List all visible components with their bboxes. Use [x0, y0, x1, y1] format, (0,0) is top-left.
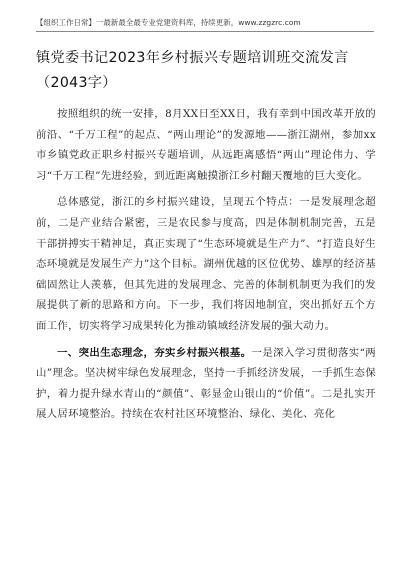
- header-banner: 【组织工作日常】一最新最全最专业党建资料库，持续更新，www.zzgzrc.com: [36, 18, 301, 27]
- paragraph-text: 一是深入学习贯彻落实“两山”理念。坚决树牢绿色发展理念，坚持一手抓经济发展，一手抓生态保护，着力提升绿水青山的“颜值”、彰显金山银山的“价值”。二是扎实开展人居环境整治。持续在农村社区环境整治、绿化、美化、亮化: [36, 346, 376, 421]
- document-title: 镇党委书记2023年乡村振兴专题培训班交流发言（2043字）: [36, 50, 349, 91]
- paragraph-text: 按照组织的统一安排，8月XX日至XX日，我有幸到中国改革开放的前沿、“千万工程”的起点、“两山理论”的发源地——浙江湖州，参加xx市乡镇党政正职乡村振兴专题培训，从远距离感悟“两山”理论伟力、学习“千万工程”先进经验，到近距离触摸浙江乡村翻天覆地的巨大变化。: [36, 108, 376, 182]
- paragraph-intro: [36, 104, 376, 186]
- document-body: [36, 104, 376, 425]
- header-divider: [36, 31, 374, 32]
- paragraph-summary: [36, 192, 376, 336]
- paragraph-section-one: [36, 343, 376, 425]
- paragraph-text: 总体感觉，浙江的乡村振兴建设，呈现五个特点：一是发展理念超前，二是产业结合紧密，三是农民参与度高，四是体制机制完善，五是干部拼搏实干精神足，真正实现了“生态环境就是生产力”、“打造良好生态环境就是发展生产力”这个目标。湖州优越的区位优势、雄厚的经济基础固然让人羡慕，但其先进的发展理念、完善的体制机制更为我们的发展提供了新的思路和方向。下一步，我们将因地制宜，突出抓好五个方面工作，切实将学习成果转化为推动镇域经济发展的强大动力。: [36, 196, 376, 332]
- section-heading: 一、突出生态理念，夯实乡村振兴根基。: [57, 346, 252, 359]
